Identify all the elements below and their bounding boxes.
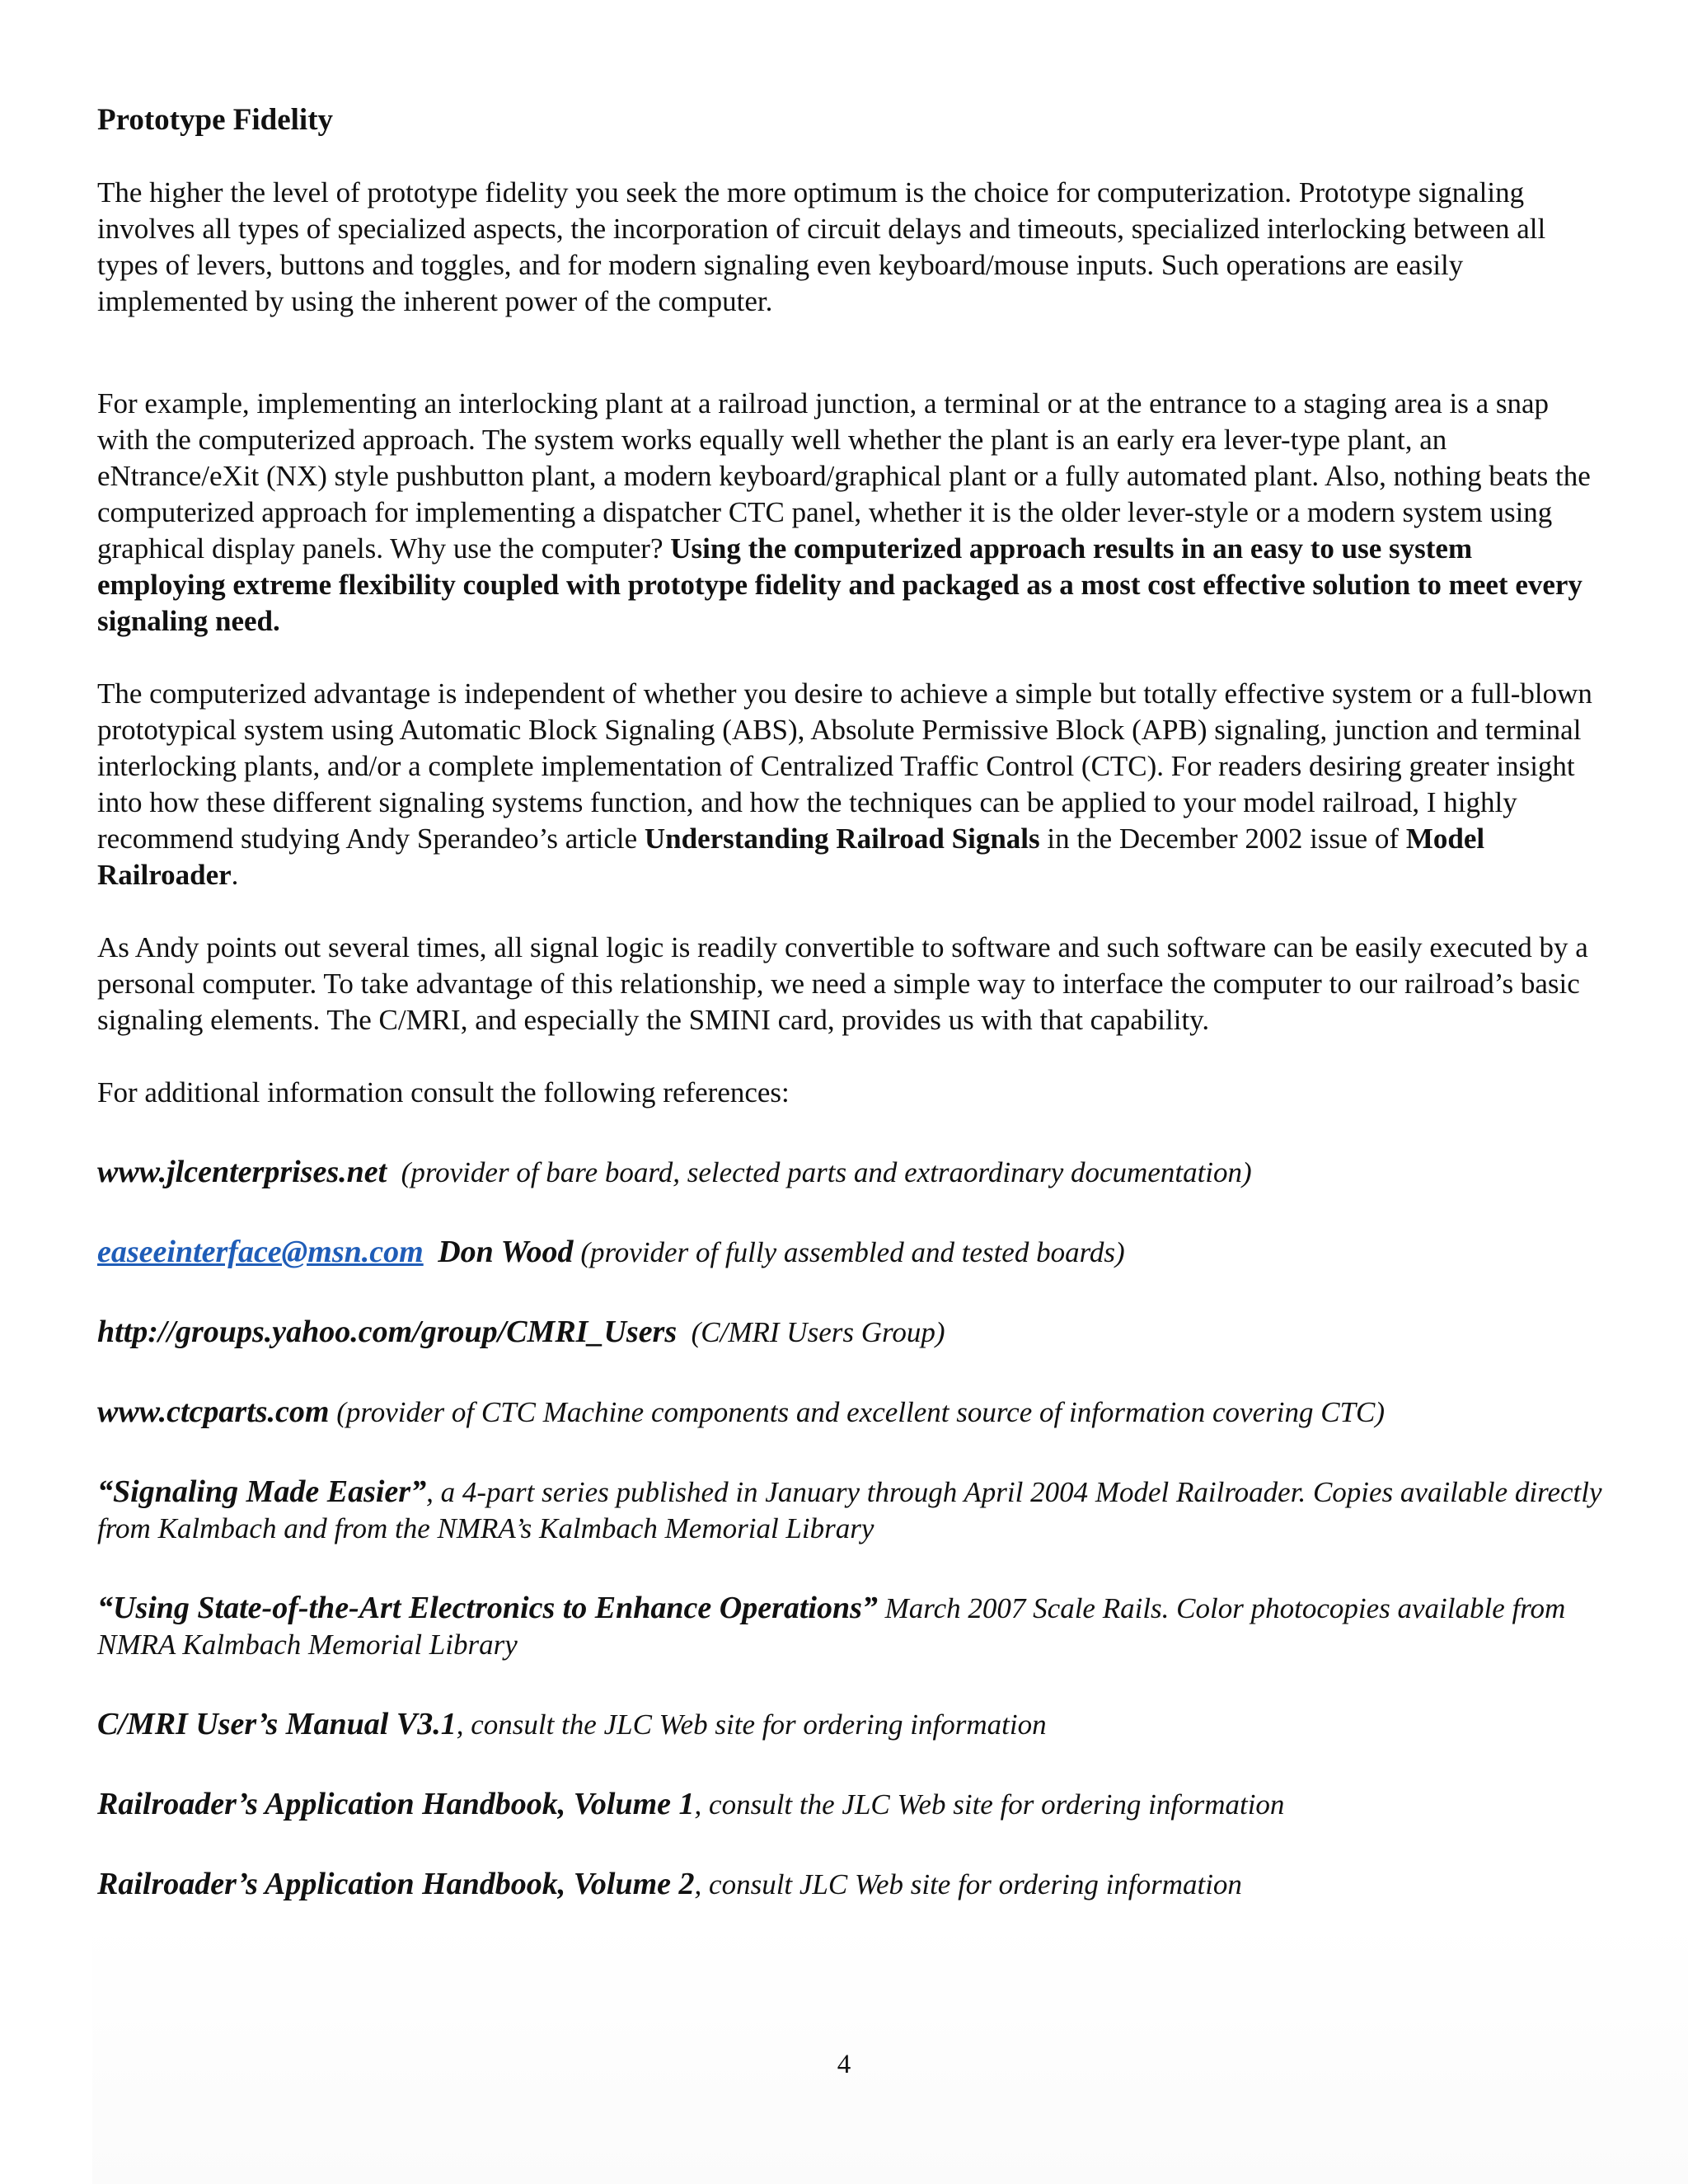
paragraph-prototype-fidelity: The higher the level of prototype fidelity you seek the more optimum is the choice for computerization. Prototype signaling involves all types of specialized aspects, the incorporation of circuit delays and timeouts, specialized interlocking between all types of levers, buttons and toggles, and for modern signaling even keyboard/mouse inputs. Such operations are easily implemented by using the inherent power of the computer. xyxy=(97,176,1546,317)
reference-title: Railroader’s Application Handbook, Volume 2 xyxy=(97,1867,695,1901)
reference-signaling-made-easier xyxy=(97,1474,1606,1547)
page-content xyxy=(97,97,1606,1903)
reference-description: , consult the JLC Web site for ordering information xyxy=(694,1788,1285,1821)
reference-description: , consult the JLC Web site for ordering information xyxy=(456,1708,1047,1741)
reference-title: www.jlcenterprises.net xyxy=(97,1155,387,1189)
paragraph-text: For example, implementing an interlocking plant at a railroad junction, a terminal or at the entrance to a staging area is a snap with the computerized approach. The system works equally well whether the plant is an early era lever-type plant, an eNtrance/eXit (NX) style pushbutton plant, a modern keyboard/graphical plant or a fully automated plant. Also, nothing beats the computerized approach for implementing a dispatcher CTC panel, whether it is the older lever-style or a modern system using graphical display panels. Why use the computer? xyxy=(97,387,1591,565)
email-link[interactable]: easeeinterface@msn.com xyxy=(97,1235,424,1269)
article-title: Understanding Railroad Signals xyxy=(644,823,1040,855)
reference-title: C/MRI User’s Manual V3.1 xyxy=(97,1707,457,1741)
paragraph-interlocking-example xyxy=(97,386,1606,640)
reference-title: Railroader’s Application Handbook, Volume 1 xyxy=(97,1787,695,1821)
section-title: Prototype Fidelity xyxy=(97,103,334,137)
paragraph-text-mid: in the December 2002 issue of xyxy=(1047,823,1400,855)
reference-description: (provider of bare board, selected parts and extraordinary documentation) xyxy=(401,1156,1252,1188)
reference-title: www.ctcparts.com xyxy=(97,1394,330,1429)
paragraph-signal-logic: As Andy points out several times, all signal logic is readily convertible to software and such software can be easily executed by a personal computer. To take advantage of this relationship, we need a simple way to interface the computer to our railroad’s basic signaling elements. The C/MRI, and especially the SMINI card, provides us with that capability. xyxy=(97,931,1588,1036)
paragraph-text: The computerized advantage is independent of whether you desire to achieve a simple but totally effective system or a full-blown prototypical system using Automatic Block Signaling (ABS), Absolute Permissive Block (APB) signaling, junction and terminal interlocking plants, and/or a complete implementation of Centralized Traffic Control (CTC). For readers desiring greater insight into how these different signaling systems function, and how the techniques can be applied to your model railroad, I highly recommend studying Andy Sperandeo’s article xyxy=(97,677,1592,855)
emphasis-text: Using the computerized approach results in an easy to use system employing extreme flexibility coupled with prototype fidelity and packaged as a most cost effective solution to meet every signaling need. xyxy=(97,532,1582,637)
reference-state-of-the-art xyxy=(97,1590,1606,1663)
reference-description: , a 4-part series published in January through April 2004 Model Railroader. Copies available directly from Kalmbach and from the NMRA’s Kalmbach Memorial Library xyxy=(97,1476,1602,1544)
reference-description: , consult JLC Web site for ordering information xyxy=(694,1868,1242,1900)
reference-description: (C/MRI Users Group) xyxy=(691,1316,945,1348)
reference-jlc xyxy=(97,1154,1606,1191)
reference-cmri-manual xyxy=(97,1706,1606,1743)
reference-handbook-volume-1 xyxy=(97,1786,1606,1823)
reference-title: Don Wood xyxy=(438,1235,574,1269)
magazine-title: Model Railroader xyxy=(97,823,1485,891)
reference-description: March 2007 Scale Rails. Color photocopies available from NMRA Kalmbach Memorial Library xyxy=(97,1592,1566,1661)
reference-description: (provider of fully assembled and tested boards) xyxy=(580,1236,1125,1268)
page-number: 4 xyxy=(837,2050,851,2079)
paragraph-computerized-advantage xyxy=(97,676,1606,893)
reference-title: http://groups.yahoo.com/group/CMRI_Users xyxy=(97,1315,678,1349)
reference-description: (provider of CTC Machine components and excellent source of information covering CTC) xyxy=(336,1396,1386,1428)
reference-title: “Signaling Made Easier” xyxy=(97,1474,427,1509)
reference-ctcparts xyxy=(97,1394,1606,1431)
paragraph-end: . xyxy=(231,859,239,891)
reference-handbook-volume-2 xyxy=(97,1866,1606,1903)
reference-don-wood xyxy=(97,1234,1606,1271)
reference-yahoo-group xyxy=(97,1314,1606,1351)
reference-title: “Using State-of-the-Art Electronics to Enhance Operations” xyxy=(97,1591,878,1625)
paragraph-references-intro: For additional information consult the following references: xyxy=(97,1076,790,1108)
